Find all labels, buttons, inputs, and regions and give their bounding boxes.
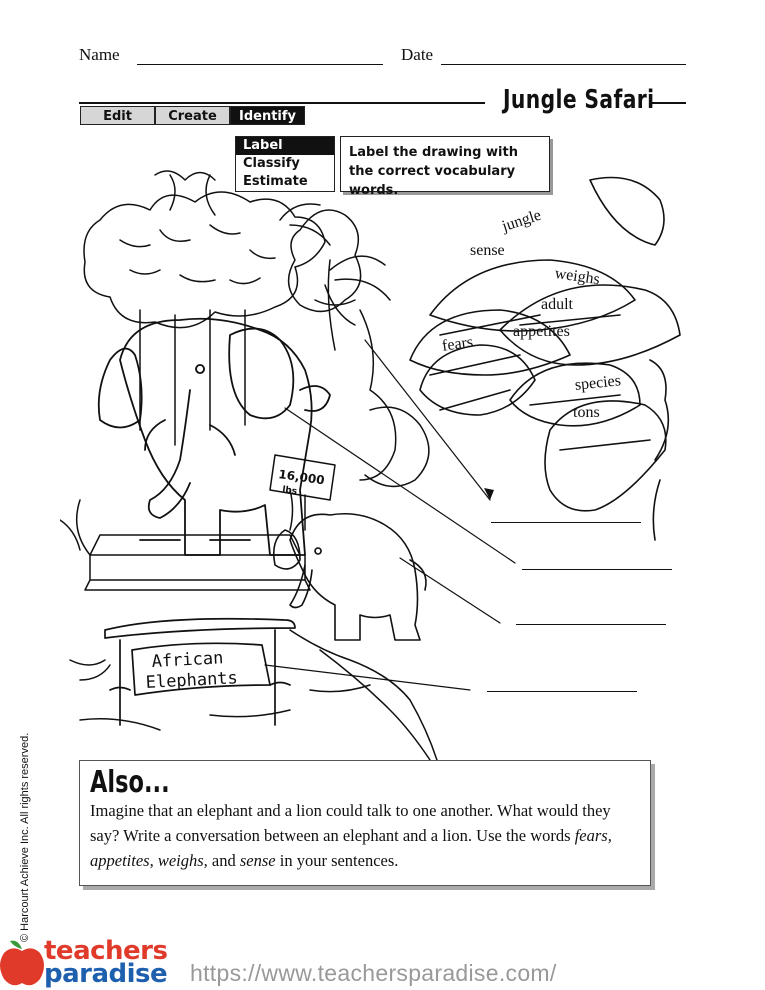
- signpost-line2: Elephants: [145, 668, 239, 693]
- tab-create[interactable]: Create: [155, 106, 230, 125]
- safari-illustration: [60, 160, 690, 760]
- weight-sign-text: 16,000: [277, 467, 326, 488]
- also-box: [79, 760, 651, 886]
- baby-elephant-drawing: [274, 514, 426, 640]
- word-weighs: weighs: [553, 265, 601, 289]
- signpost-line1: African: [151, 648, 224, 672]
- menu-item-label[interactable]: Label: [236, 137, 334, 155]
- palm-fronds-drawing: [280, 204, 390, 325]
- name-label: Name: [79, 45, 120, 64]
- menu-item-estimate[interactable]: Estimate: [243, 174, 308, 189]
- answer-blank-2[interactable]: [522, 569, 672, 570]
- apple-logo-icon: [0, 937, 44, 987]
- word-fears: fears: [441, 333, 475, 355]
- answer-blank-4[interactable]: [487, 691, 637, 692]
- page-title: Jungle Safari: [503, 85, 655, 115]
- answer-blank-3[interactable]: [516, 624, 666, 625]
- footer-url[interactable]: https://www.teachersparadise.com/: [190, 960, 557, 986]
- title-rule-right: [650, 102, 686, 104]
- logo-text-line1: teachers: [44, 936, 168, 966]
- also-text-part1: Imagine that an elephant and a lion could talk to one another. What would they say? Write a conversation between an elephant and a lion. Use the words: [90, 801, 611, 845]
- pedestal-drawing: [85, 535, 310, 590]
- name-field[interactable]: [137, 64, 383, 65]
- copyright-text: © Harcourt Achieve Inc. All rights reserved.: [19, 732, 31, 942]
- tab-bar: [80, 106, 305, 125]
- logo-text-line2: paradise: [44, 959, 168, 989]
- word-adult: adult: [541, 296, 573, 313]
- word-species: species: [574, 372, 622, 394]
- also-emphasis-word2: sense: [239, 851, 276, 870]
- title-rule-left: [79, 102, 485, 104]
- date-label: Date: [401, 45, 434, 64]
- tab-identify[interactable]: Identify: [230, 106, 305, 125]
- large-elephant-drawing: [99, 319, 330, 555]
- answer-blank-1[interactable]: [491, 522, 641, 523]
- also-text-part2: and: [207, 851, 240, 870]
- word-jungle: jungle: [500, 206, 544, 236]
- instruction-text: Label the drawing with the correct vocabulary words.: [349, 145, 518, 198]
- leaves-drawing: [410, 178, 680, 541]
- date-field[interactable]: [441, 64, 686, 65]
- also-text-part3: in your sentences.: [275, 851, 399, 870]
- weight-unit-text: lbs: [281, 485, 298, 498]
- also-emphasis-words: fears, appetites, weighs,: [90, 826, 612, 870]
- also-title: Also...: [90, 765, 170, 800]
- also-text: [90, 798, 640, 873]
- word-tons: tons: [573, 404, 600, 421]
- ground-path-drawing: [60, 500, 440, 760]
- tab-edit[interactable]: Edit: [80, 106, 155, 125]
- word-appetites: appetites: [513, 323, 570, 340]
- menu-item-classify[interactable]: Classify: [243, 156, 300, 171]
- word-sense: sense: [470, 242, 505, 259]
